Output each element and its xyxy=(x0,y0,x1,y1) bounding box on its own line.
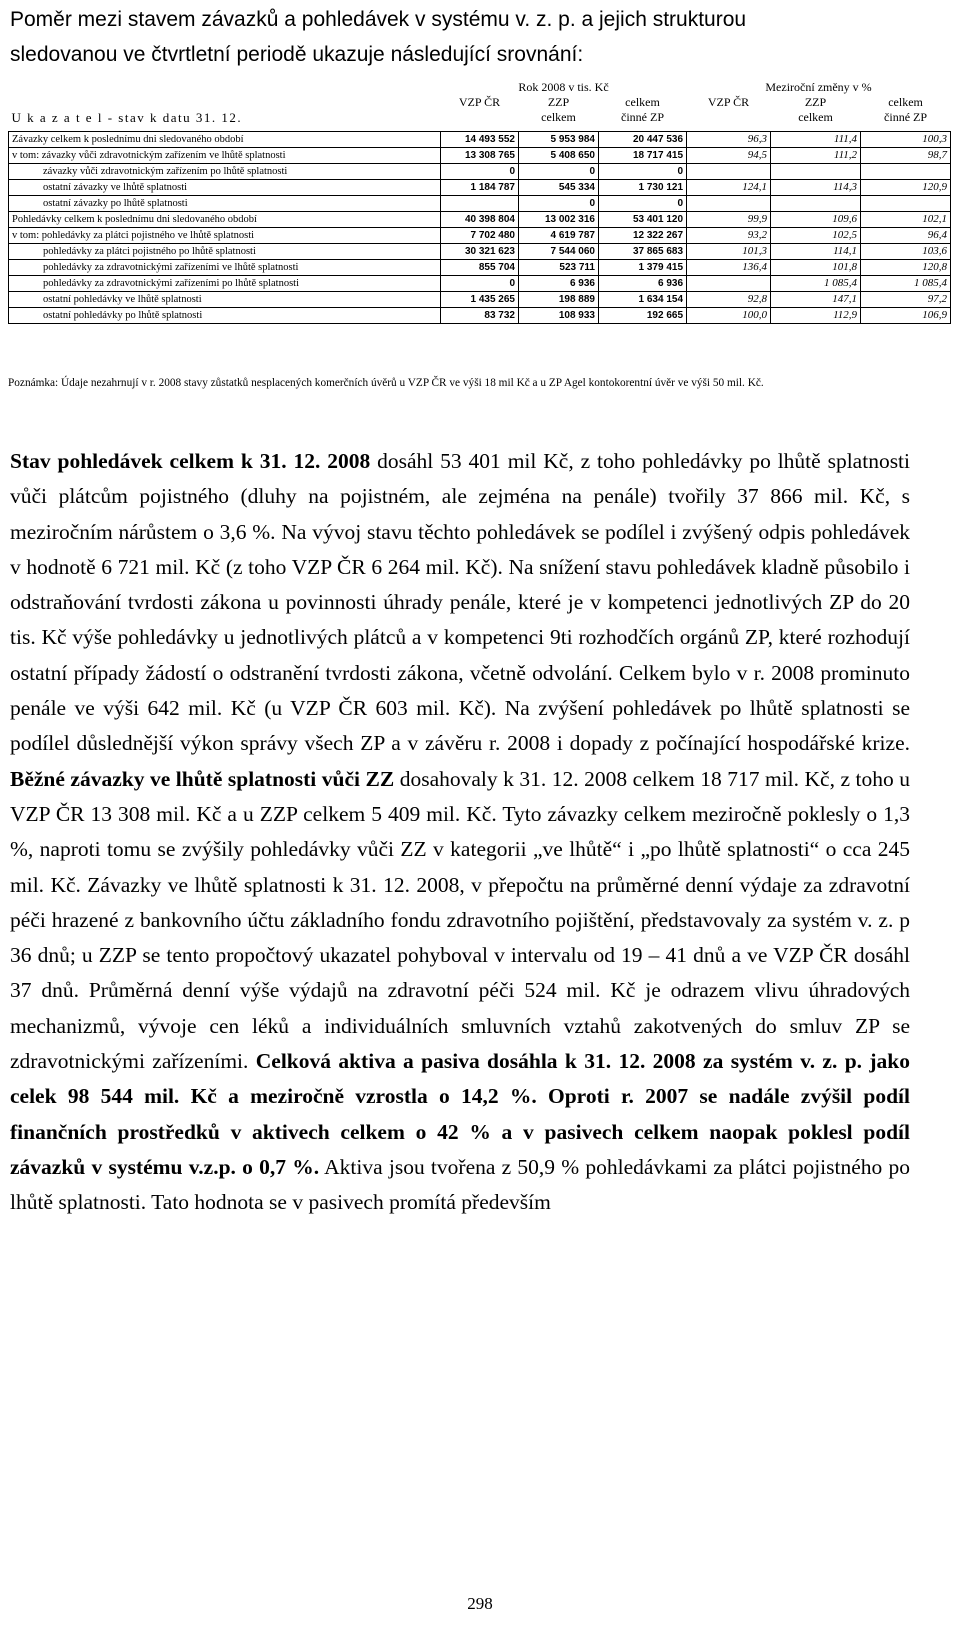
change-celkem: 100,3 xyxy=(861,132,951,148)
value-celkem: 1 379 415 xyxy=(599,260,687,276)
change-celkem: 97,2 xyxy=(861,292,951,308)
value-zzp: 7 544 060 xyxy=(519,244,599,260)
intro-line-2: sledovanou ve čtvrtletní periodě ukazuje následující srovnání: xyxy=(10,43,584,66)
value-vzp xyxy=(441,196,519,212)
row-label: ostatní pohledávky po lhůtě splatnosti xyxy=(9,308,441,324)
change-zzp: 114,3 xyxy=(771,180,861,196)
col-header-celkem-change: celkem xyxy=(888,95,923,109)
table-row xyxy=(9,228,951,244)
change-zzp: 1 085,4 xyxy=(771,276,861,292)
change-zzp xyxy=(771,196,861,212)
change-vzp: 101,3 xyxy=(687,244,771,260)
change-zzp: 114,1 xyxy=(771,244,861,260)
value-zzp: 0 xyxy=(519,164,599,180)
value-vzp: 0 xyxy=(441,164,519,180)
row-label: Pohledávky celkem k poslednímu dni sledovaného období xyxy=(9,212,441,228)
group-header-change: Meziroční změny v % xyxy=(765,80,872,94)
intro-line-1: Poměr mezi stavem závazků a pohledávek v systému v. z. p. a jejich strukturou xyxy=(10,8,747,31)
comparison-table xyxy=(8,80,950,324)
change-vzp: 100,0 xyxy=(687,308,771,324)
change-celkem: 102,1 xyxy=(861,212,951,228)
change-zzp: 101,8 xyxy=(771,260,861,276)
value-celkem: 192 665 xyxy=(599,308,687,324)
change-vzp: 99,9 xyxy=(687,212,771,228)
change-zzp: 109,6 xyxy=(771,212,861,228)
table-row xyxy=(9,292,951,308)
value-zzp: 545 334 xyxy=(519,180,599,196)
table-row xyxy=(9,260,951,276)
value-zzp: 0 xyxy=(519,196,599,212)
row-label: Závazky celkem k poslednímu dni sledovaného období xyxy=(9,132,441,148)
body-bold-2: Běžné závazky ve lhůtě splatnosti vůči ZZ xyxy=(10,766,395,791)
page-number: 298 xyxy=(467,1594,493,1613)
row-label: v tom: závazky vůči zdravotnickým zařízením ve lhůtě splatnosti xyxy=(9,148,441,164)
value-zzp: 13 002 316 xyxy=(519,212,599,228)
value-vzp: 40 398 804 xyxy=(441,212,519,228)
row-label: ostatní závazky ve lhůtě splatnosti xyxy=(9,180,441,196)
value-celkem: 53 401 120 xyxy=(599,212,687,228)
change-vzp xyxy=(687,196,771,212)
col-subheader-zzp: celkem xyxy=(541,110,576,124)
change-vzp xyxy=(687,164,771,180)
value-zzp: 6 936 xyxy=(519,276,599,292)
change-vzp: 93,2 xyxy=(687,228,771,244)
col-subheader-celkem: činné ZP xyxy=(621,110,664,124)
value-celkem: 1 634 154 xyxy=(599,292,687,308)
body-bold-3: Celková aktiva a pasiva dosáhla k 31. 12. 2008 za systém v. z. p. jako celek 98 544 mil. Kč a meziročně vzrostla o 14,2 %. Oproti r. 2007 se nadále zvýšil podíl finančních prostředků v aktivech celkem o 42 % a v pasivech celkem naopak poklesl podíl závazků v systému v.z.p. o 0,7 %. xyxy=(10,1049,911,1179)
row-label: závazky vůči zdravotnickým zařízením po lhůtě splatnosti xyxy=(9,164,441,180)
body-bold-1: Stav pohledávek celkem k 31. 12. 2008 xyxy=(10,449,371,473)
value-zzp: 198 889 xyxy=(519,292,599,308)
value-vzp: 83 732 xyxy=(441,308,519,324)
change-vzp: 92,8 xyxy=(687,292,771,308)
change-zzp: 112,9 xyxy=(771,308,861,324)
change-zzp xyxy=(771,164,861,180)
body-text-3: Aktiva jsou tvořena z 50,9 % pohledávkami za plátci pojistného po lhůtě splatnosti. Tato hodnota se v pasivech promítá především xyxy=(10,1154,910,1215)
value-vzp: 1 435 265 xyxy=(441,292,519,308)
value-zzp: 5 953 984 xyxy=(519,132,599,148)
table-row xyxy=(9,132,951,148)
indicator-header: U k a z a t e l - stav k datu 31. 12. xyxy=(11,110,243,125)
value-celkem: 1 730 121 xyxy=(599,180,687,196)
change-zzp: 147,1 xyxy=(771,292,861,308)
table-row xyxy=(9,308,951,324)
row-label: pohledávky za zdravotnickými zařízeními ve lhůtě splatnosti xyxy=(9,260,441,276)
change-vzp: 96,3 xyxy=(687,132,771,148)
value-vzp: 14 493 552 xyxy=(441,132,519,148)
change-zzp: 111,4 xyxy=(771,132,861,148)
table-row xyxy=(9,212,951,228)
change-vzp: 124,1 xyxy=(687,180,771,196)
value-zzp: 523 711 xyxy=(519,260,599,276)
row-label: v tom: pohledávky za plátci pojistného ve lhůtě splatnosti xyxy=(9,228,441,244)
value-vzp: 30 321 623 xyxy=(441,244,519,260)
table-row xyxy=(9,148,951,164)
change-celkem: 103,6 xyxy=(861,244,951,260)
col-subheader-zzp-change: celkem xyxy=(798,110,833,124)
row-label: pohledávky za plátci pojistného po lhůtě splatnosti xyxy=(9,244,441,260)
col-header-vzp: VZP ČR xyxy=(458,95,501,109)
value-celkem: 18 717 415 xyxy=(599,148,687,164)
change-vzp xyxy=(687,276,771,292)
row-label: ostatní závazky po lhůtě splatnosti xyxy=(9,196,441,212)
row-label: pohledávky za zdravotnickými zařízeními po lhůtě splatnosti xyxy=(9,276,441,292)
change-celkem xyxy=(861,196,951,212)
table-row xyxy=(9,196,951,212)
intro-paragraph xyxy=(10,2,940,72)
change-celkem: 98,7 xyxy=(861,148,951,164)
col-subheader-celkem-change: činné ZP xyxy=(884,110,928,124)
col-header-zzp-change: ZZP xyxy=(804,95,827,109)
value-celkem: 0 xyxy=(599,196,687,212)
value-celkem: 0 xyxy=(599,164,687,180)
table-row xyxy=(9,276,951,292)
value-celkem: 20 447 536 xyxy=(599,132,687,148)
table-row xyxy=(9,244,951,260)
value-zzp: 108 933 xyxy=(519,308,599,324)
change-celkem: 120,8 xyxy=(861,260,951,276)
value-zzp: 5 408 650 xyxy=(519,148,599,164)
body-text-1: dosáhl 53 401 mil Kč, z toho pohledávky po lhůtě splatnosti vůči plátcům pojistného (dluhy na pojistném, ale zejména na penále) tvořily 37 866 mil. Kč, s meziročním nárůstem o 3,6 %. Na vývoj stavu těchto pohledávek se podílel i zvýšený odpis pohledávek v hodnotě 6 721 mil. Kč (z toho VZP ČR 6 264 mil. Kč). Na snížení stavu pohledávek kladně působilo i odstraňování tvrdosti zákona u povinnosti úhrady penále, které je v kompetenci jednotlivých ZP do 20 tis. Kč výše pohledávky u jednotlivých plátců a v kompetenci 9ti rozhodčích orgánů ZP, které rozhodují ostatní případy žádostí o odstranění tvrdosti zákona, včetně odvolání. Celkem bylo v r. 2008 prominuto penále ve výši 642 mil. Kč (u VZP ČR 603 mil. Kč). Na zvýšení pohledávek po lhůtě splatnosti se podílel důslednější výkon správy všech ZP a v závěru r. 2008 i dopady z počínající hospodářské krize. xyxy=(10,449,911,756)
col-header-zzp: ZZP xyxy=(547,95,570,109)
table-row xyxy=(9,164,951,180)
change-celkem: 96,4 xyxy=(861,228,951,244)
value-vzp: 855 704 xyxy=(441,260,519,276)
change-celkem: 106,9 xyxy=(861,308,951,324)
table-note: Poznámka: Údaje nezahrnují v r. 2008 stavy zůstatků nesplacených komerčních úvěrů u VZP ČR ve výši 18 mil Kč a u ZP Agel kontokorentní úvěr ve výši 50 mil. Kč. xyxy=(8,377,764,389)
group-header-year: Rok 2008 v tis. Kč xyxy=(518,80,609,94)
value-celkem: 12 322 267 xyxy=(599,228,687,244)
value-celkem: 37 865 683 xyxy=(599,244,687,260)
change-zzp: 102,5 xyxy=(771,228,861,244)
col-header-vzp-change: VZP ČR xyxy=(707,95,750,109)
row-label: ostatní pohledávky ve lhůtě splatnosti xyxy=(9,292,441,308)
change-celkem xyxy=(861,164,951,180)
col-header-celkem: celkem xyxy=(625,95,660,109)
body-text-2: dosahovaly k 31. 12. 2008 celkem 18 717 mil. Kč, z toho u VZP ČR 13 308 mil. Kč a u ZZP celkem 5 409 mil. Kč. Tyto závazky celkem meziročně poklesly o 1,3 %, naproti tomu se zvýšily pohledávky vůči ZZ v kategorii „ve lhůtě“ i „po lhůtě splatnosti“ o cca 245 mil. Kč. Závazky ve lhůtě splatnosti k 31. 12. 2008, v přepočtu na průměrné denní výdaje za zdravotní péči hrazené z bankovního účtu základního fondu zdravotního pojištění, představovaly za systém v. z. p 36 dnů; u ZZP se tento propočtový ukazatel pohyboval v intervalu od 19 – 41 dnů a ve VZP ČR dosáhl 37 dnů. Průměrná denní výše výdajů na zdravotní péči 524 mil. Kč je odrazem vlivu úhradových mechanizmů, vývoje cen léků a individuálních smluvních vztahů zakotvených do smluv ZP se zdravotnickými zařízeními. xyxy=(10,766,911,1074)
value-vzp: 7 702 480 xyxy=(441,228,519,244)
value-vzp: 0 xyxy=(441,276,519,292)
value-celkem: 6 936 xyxy=(599,276,687,292)
change-vzp: 94,5 xyxy=(687,148,771,164)
change-vzp: 136,4 xyxy=(687,260,771,276)
value-vzp: 13 308 765 xyxy=(441,148,519,164)
body-paragraph xyxy=(10,444,910,1221)
change-celkem: 120,9 xyxy=(861,180,951,196)
value-zzp: 4 619 787 xyxy=(519,228,599,244)
change-zzp: 111,2 xyxy=(771,148,861,164)
table-row xyxy=(9,180,951,196)
value-vzp: 1 184 787 xyxy=(441,180,519,196)
change-celkem: 1 085,4 xyxy=(861,276,951,292)
